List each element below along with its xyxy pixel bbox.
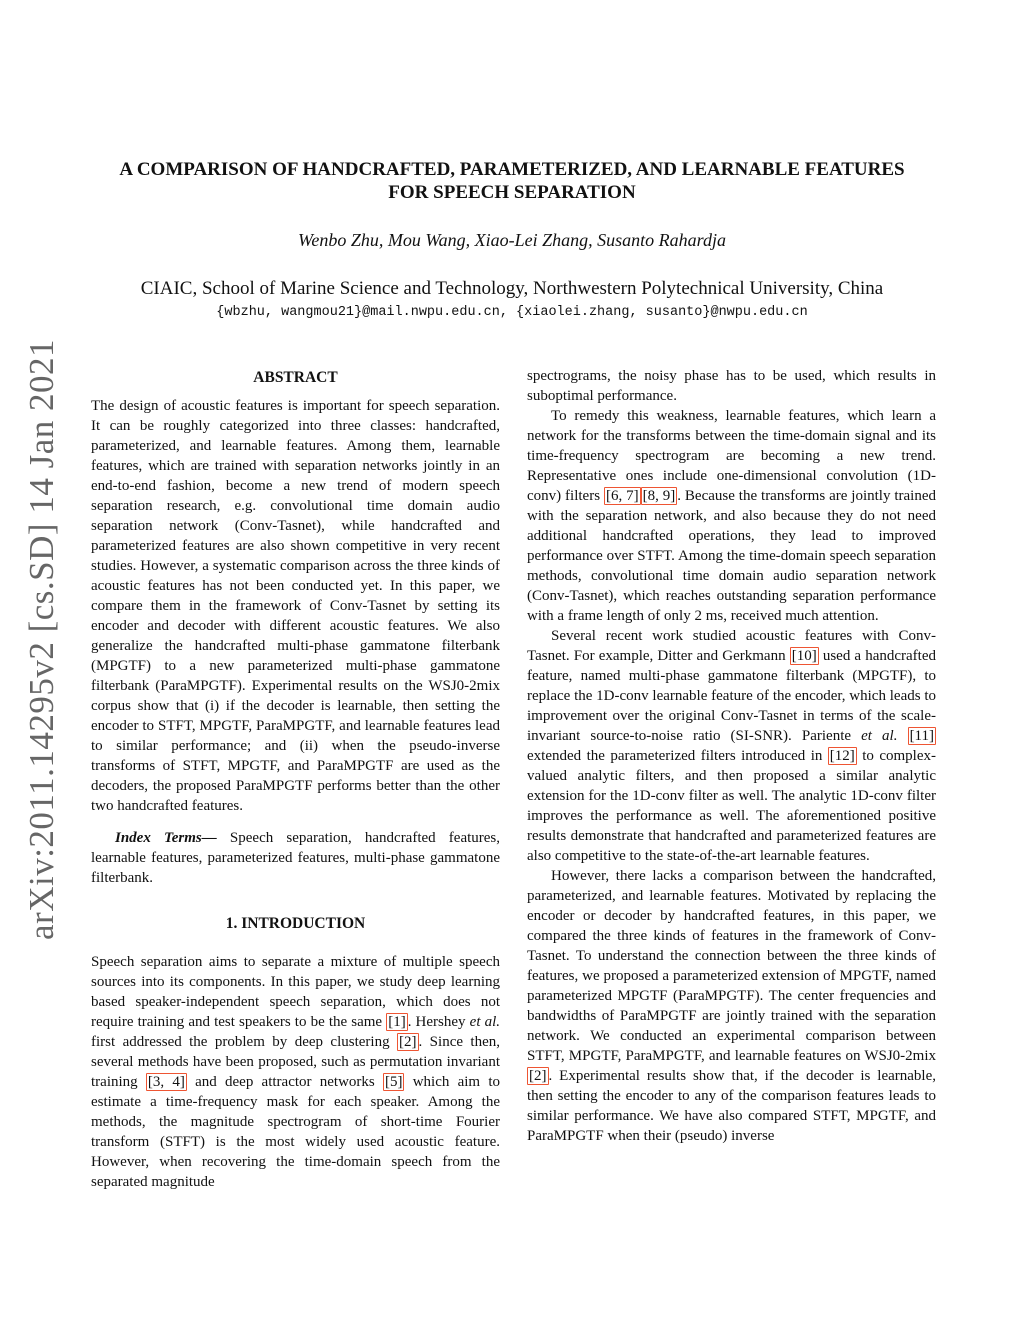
- intro-text: and deep attractor networks: [186, 1074, 383, 1090]
- arxiv-stamp: arXiv:2011.14295v2 [cs.SD] 14 Jan 2021: [22, 339, 61, 940]
- paragraph: [527, 406, 936, 626]
- abstract-text: The design of acoustic features is important for speech separation. It can be roughly categorized into three classes: handcrafted, parameterized, and learnable features. Among them, learnable features, which are trained with separation networks jointly in an end-to-end fashion, become a new trend of modern speech separation research, e.g. convolutional time domain audio separation network (Conv-Tasnet), while handcrafted and parameterized features are also shown competitive in very recent studies. However, a systematic comparison across the three kinds of acoustic features has not been conducted yet. In this paper, we compare them in the framework of Conv-Tasnet by setting its encoder and decoder with different acoustic features. We also generalize the handcrafted multi-phase gammatone filterbank (MPGTF) to a new parameterized multi-phase gammatone filterbank (ParaMPGTF). Experimental results on the WSJ0-2mix corpus show that (i) if the decoder is learnable, then setting the encoder to STFT, MPGTF, ParaMPGTF, and learnable features lead to similar performance; and (ii) when the pseudo-inverse transforms of STFT, MPGTF, and ParaMPGTF are used as the decoders, the proposed ParaMPGTF performs better than the other two handcrafted features.: [91, 398, 500, 814]
- citation-link[interactable]: [2]: [529, 1068, 547, 1084]
- intro-paragraph: [91, 952, 500, 1192]
- affiliation: CIAIC, School of Marine Science and Technology, Northwestern Polytechnical University, China: [140, 278, 884, 299]
- paragraph-text: However, there lacks a comparison between the handcrafted, parameterized, and learnable features. Motivated by replacing the encoder or decoder by handcrafted features, in this paper, we compared the three kinds of features in the framework of Conv-Tasnet. To understand the connection between the three kinds of features, we proposed a parameterized extension of MPGTF, named parameterized MPGTF (ParaMPGTF). The center frequencies and bandwidths of ParaMPGTF are jointly trained with the separation network. We conducted an experimental comparison between STFT, MPGTF, ParaMPGTF, and learnable features on WSJ0-2mix: [527, 868, 936, 1064]
- paragraph-text: . Experimental results show that, if the decoder is learnable, then setting the encoder to any of the comparison features leads to similar performance. We have also compared STFT, MPGTF, and ParaMPGTF when their (pseudo) inverse: [527, 1068, 936, 1144]
- intro-text: Speech separation aims to separate a mixture of multiple speech sources into its components. In this paper, we study deep learning based speaker-independent speech separation, which does not require training and test speakers to be the same: [91, 954, 500, 1030]
- paragraph-text: . Because the transforms are jointly trained with the separation network, and also because they do not need additional handcrafted operations, they lead to improved performance over STFT. Among the time-domain speech separation methods, convolutional time domain audio separation network (Conv-Tasnet), which reaches outstanding separation performance with a frame length of only 2 ms, received much attention.: [527, 488, 937, 624]
- paragraph-text: extended the parameterized filters introduced in: [527, 748, 828, 764]
- paragraph-text: To remedy this weakness, learnable features, which learn a network for the transforms between the time-domain signal and its time-frequency spectrogram are becoming a new trend. Representative ones include one-dimensional convolution (1D-conv) filters: [527, 408, 936, 504]
- intro-text: et al.: [469, 1014, 501, 1030]
- index-terms: [91, 828, 500, 888]
- citation-link[interactable]: [11]: [909, 728, 934, 744]
- right-column: [527, 366, 936, 1146]
- citation-link[interactable]: [10]: [791, 648, 817, 664]
- left-column: [91, 366, 500, 1192]
- title-line-2: FOR SPEECH SEPARATION: [388, 182, 636, 203]
- citation-link[interactable]: [2]: [399, 1034, 417, 1050]
- citation-link[interactable]: [5]: [384, 1074, 403, 1090]
- intro-text: which aim to estimate a time-frequency mask for each speaker. Among the methods, the magnitude spectrogram of short-time Fourier transform (STFT) is the most widely used acoustic feature. However, when recovering the time-domain speech from the separated magnitude: [91, 1074, 500, 1190]
- citation-link[interactable]: [6, 7]: [605, 488, 639, 504]
- paragraph-text: et al.: [861, 728, 898, 744]
- intro-text: . Hershey: [407, 1014, 470, 1030]
- paragraph-text: to complex-valued analytic filters, and then proposed a similar analytic extension for the 1D-conv filter as well. The analytic 1D-conv filter improves the performance as well. The aforementioned positive results demonstrate that handcrafted and parameterized features are also competitive to the state-of-the-art learnable features.: [527, 748, 936, 864]
- intro-text: first addressed the problem by deep clustering: [91, 1034, 398, 1050]
- paragraph-text: used a handcrafted feature, named multi-phase gammatone filterbank (MPGTF), to replace the 1D-conv learnable feature of the encoder, which leads to improvement over the original Conv-Tasnet in terms of the scale-invariant source-to-noise ratio (SI-SNR). Pariente: [527, 648, 936, 744]
- paper-title: [80, 158, 944, 204]
- index-terms-text: Speech separation, handcrafted features, learnable features, parameterized features, multi-phase gammatone filterbank.: [91, 830, 501, 886]
- paragraph-text: Several recent work studied acoustic features with Conv-Tasnet. For example, Ditter and Gerkmann: [527, 628, 936, 664]
- intro-text: . Since then, several methods have been proposed, such as permutation invariant training: [91, 1034, 500, 1090]
- emails: {wbzhu, wangmou21}@mail.nwpu.edu.cn, {xiaolei.zhang, susanto}@nwpu.edu.cn: [216, 305, 808, 320]
- citation-link[interactable]: [1]: [388, 1014, 406, 1030]
- citation-link[interactable]: [12]: [829, 748, 855, 764]
- citation-link[interactable]: [8, 9]: [642, 488, 676, 504]
- abstract-heading: ABSTRACT: [253, 369, 338, 386]
- citation-link[interactable]: [3, 4]: [147, 1074, 185, 1090]
- index-terms-label: Index Terms—: [115, 830, 217, 846]
- paragraph: [527, 866, 936, 1146]
- authors: Wenbo Zhu, Mou Wang, Xiao-Lei Zhang, Susanto Rahardja: [297, 230, 727, 250]
- paragraph: spectrograms, the noisy phase has to be used, which results in suboptimal performance.: [527, 368, 936, 404]
- title-line-1: A COMPARISON OF HANDCRAFTED, PARAMETERIZED, AND LEARNABLE FEATURES: [119, 159, 905, 180]
- intro-heading: 1. INTRODUCTION: [225, 915, 366, 932]
- paragraph: [527, 626, 936, 866]
